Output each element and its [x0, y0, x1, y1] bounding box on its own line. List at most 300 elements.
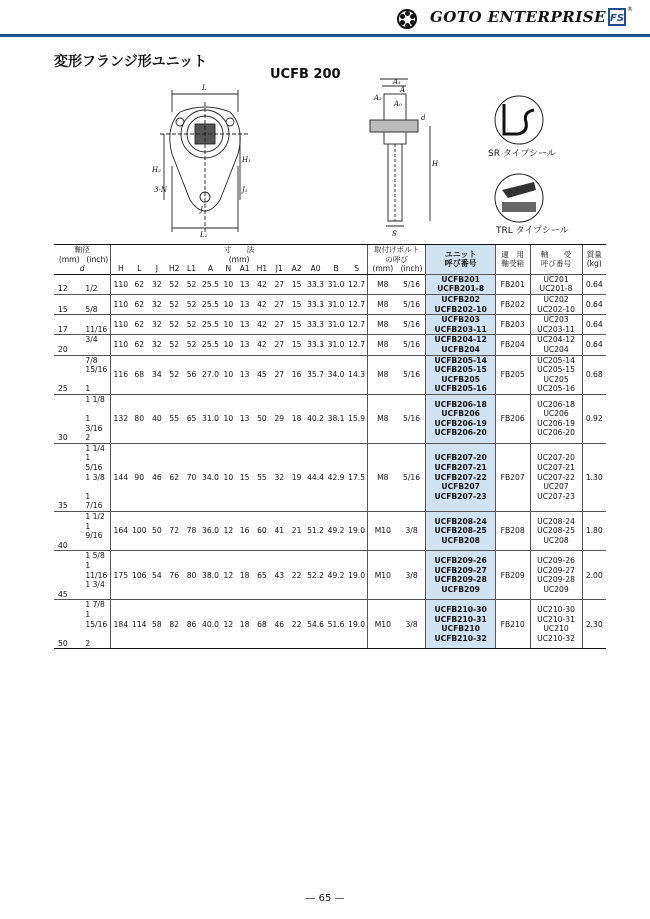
dim-cell: 106: [130, 551, 148, 600]
page-title: 変形フランジ形ユニット: [54, 54, 208, 70]
dim-cell: 34.0: [326, 355, 347, 394]
dim-cell: 52: [166, 355, 183, 394]
col-A0: A0: [305, 264, 326, 274]
housing-cell: FB206: [495, 394, 530, 443]
bolt-inch-cell: 5/16: [398, 335, 426, 355]
shaft-inch-cell: [84, 294, 110, 314]
col-L: L: [130, 264, 148, 274]
label-L: L: [202, 84, 207, 92]
dim-cell: 65: [253, 551, 270, 600]
bearing-number-cell-line: UC201: [543, 274, 569, 284]
col-A1: A1: [236, 264, 253, 274]
dim-cell: 29: [271, 394, 288, 443]
dim-cell: 10: [221, 294, 236, 314]
dim-cell: 22: [288, 600, 305, 649]
unit-number-cell-line: UCFB204: [441, 344, 480, 354]
bearing-number-cell: [530, 394, 582, 443]
shaft-inch-cell-line: 1 3/16: [85, 414, 103, 433]
fs-logo-icon: FS: [608, 8, 626, 26]
label-A: A: [400, 86, 406, 94]
shaft-inch-cell-line: [85, 375, 109, 385]
dim-cell: 17.5: [346, 443, 367, 511]
table-row: [54, 315, 606, 335]
dim-cell: 52: [166, 294, 183, 314]
bearing-number-cell-line: UC209: [543, 584, 569, 594]
bolt-header-2: の呼び: [367, 255, 426, 265]
dim-cell: 15: [236, 443, 253, 511]
dim-cell: 10: [221, 315, 236, 335]
bolt-inch-cell: 5/16: [398, 315, 426, 335]
dim-cell: 40: [148, 394, 165, 443]
dim-cell: 42: [253, 294, 270, 314]
unit-number-cell-line: UCFB210-31: [434, 614, 487, 624]
dim-cell: 55: [253, 443, 270, 511]
dim-cell: 110: [111, 274, 131, 294]
mm-header: (mm): [58, 254, 80, 264]
bolt-mm-cell: M10: [367, 512, 397, 551]
bearing-number-cell-line: UC210-31: [537, 614, 575, 624]
unit-number-cell-line: UCFB201: [441, 274, 480, 284]
dim-cell: 86: [183, 600, 200, 649]
bolt-inch-cell: 5/16: [398, 355, 426, 394]
unit-number-cell-line: UCFB205-14: [434, 355, 487, 365]
dim-cell: 31.0: [200, 394, 221, 443]
dim-cell: 15: [288, 274, 305, 294]
dim-cell: 40.2: [305, 394, 326, 443]
shaft-inch-cell-line: 11/16: [85, 324, 108, 334]
shaft-mm-cell: 35: [54, 443, 84, 511]
shaft-inch-cell-line: [85, 590, 109, 600]
dim-cell: 62: [130, 315, 148, 335]
dim-cell: 33.3: [305, 274, 326, 294]
dim-cell: 42.9: [326, 443, 347, 511]
unit-header: ユニット 呼び番号: [426, 245, 495, 275]
unit-number-cell-line: UCFB207: [441, 482, 480, 492]
bolt-inch-header: (inch): [398, 264, 426, 274]
unit-number-cell-line: UCFB204-12: [434, 335, 487, 345]
label-H2: H₂: [152, 166, 161, 174]
dim-cell: 13: [236, 315, 253, 335]
bearing-number-cell: [530, 315, 582, 335]
bolt-mm-cell: M8: [367, 335, 397, 355]
dim-cell: 33.3: [305, 294, 326, 314]
dim-cell: 40.0: [200, 600, 221, 649]
label-J: J: [200, 206, 203, 214]
bearing-number-cell: [530, 512, 582, 551]
bolt-mm-cell: M8: [367, 355, 397, 394]
dim-cell: 10: [221, 355, 236, 394]
dim-cell: 10: [221, 443, 236, 511]
housing-header: 適 用 軸受箱: [495, 245, 530, 275]
dim-cell: 52: [183, 315, 200, 335]
dim-cell: 42: [253, 274, 270, 294]
unit-number-cell-line: UCFB209-26: [434, 556, 487, 566]
dim-cell: 52: [183, 274, 200, 294]
dim-cell: 44.4: [305, 443, 326, 511]
dim-cell: 38.1: [326, 394, 347, 443]
unit-number-cell-line: UCFB205-16: [434, 384, 487, 394]
bearing-number-cell-line: UC203-11: [537, 324, 575, 334]
bolt-mm-cell: M8: [367, 443, 397, 511]
dim-cell: 18: [288, 394, 305, 443]
col-B: B: [326, 264, 347, 274]
dim-cell: 116: [111, 355, 131, 394]
dim-cell: 36.0: [200, 512, 221, 551]
dim-cell: 32: [271, 443, 288, 511]
mass-cell: 1.80: [582, 512, 606, 551]
shaft-inch-cell-line: 15/16: [85, 365, 108, 375]
shaft-inch-cell-line: 1 1/8: [85, 394, 105, 404]
dim-cell: 13: [236, 355, 253, 394]
bearing-number-cell: [530, 551, 582, 600]
col-H1: H1: [253, 264, 270, 274]
shaft-inch-cell: [84, 394, 110, 443]
dim-cell: 19.0: [346, 600, 367, 649]
housing-cell: FB208: [495, 512, 530, 551]
dim-cell: 19.0: [346, 512, 367, 551]
dim-cell: 16: [236, 512, 253, 551]
dim-cell: 144: [111, 443, 131, 511]
table-row: [54, 274, 606, 294]
dims-unit-header: (mm): [111, 255, 368, 265]
dim-cell: 78: [183, 512, 200, 551]
table-row: [54, 394, 606, 443]
dim-cell: 38.0: [200, 551, 221, 600]
unit-number-cell-line: UCFB206-18: [434, 399, 487, 409]
dim-cell: 18: [236, 551, 253, 600]
dim-cell: 55: [166, 394, 183, 443]
shaft-inch-cell-line: 1 1/4: [85, 443, 105, 453]
col-H: H: [111, 264, 131, 274]
shaft-mm-cell: 12: [54, 274, 84, 294]
dim-cell: 68: [130, 355, 148, 394]
mass-cell: 0.64: [582, 315, 606, 335]
sr-seal-drawing: [488, 94, 550, 146]
dim-cell: 41: [271, 512, 288, 551]
dim-cell: 15: [288, 294, 305, 314]
shaft-mm-cell: 40: [54, 512, 84, 551]
shaft-inch-cell-line: [85, 629, 109, 639]
dim-cell: 19.0: [346, 551, 367, 600]
dim-cell: 80: [183, 551, 200, 600]
dim-cell: 62: [166, 443, 183, 511]
dim-cell: 52: [166, 315, 183, 335]
dim-cell: 80: [130, 394, 148, 443]
dim-cell: 82: [166, 600, 183, 649]
mass-cell: 0.64: [582, 294, 606, 314]
shaft-inch-cell-line: 1/2: [85, 284, 98, 294]
dim-cell: 56: [183, 355, 200, 394]
dim-cell: 27: [271, 335, 288, 355]
bearing-number-cell-line: UC203: [543, 315, 569, 325]
unit-number-cell: [426, 335, 495, 355]
mass-header: 質量 (kg): [582, 245, 606, 275]
dim-cell: 31.0: [326, 315, 347, 335]
shaft-mm-cell: 25: [54, 355, 84, 394]
shaft-inch-cell-line: 1: [85, 384, 91, 394]
dim-cell: 12.7: [346, 315, 367, 335]
shaft-inch-cell-line: [85, 315, 109, 325]
unit-number-cell-line: UCFB207-23: [434, 491, 487, 501]
unit-number-cell-line: UCFB206-20: [434, 428, 487, 438]
unit-number-cell-line: UCFB202-10: [434, 304, 487, 314]
bearing-number-cell-line: UC206-18: [537, 399, 575, 409]
housing-cell: FB204: [495, 335, 530, 355]
dim-cell: 34.0: [200, 443, 221, 511]
dim-cell: 43: [271, 551, 288, 600]
bearing-number-cell-line: UC201-8: [539, 284, 573, 294]
bolt-mm-cell: M10: [367, 551, 397, 600]
housing-cell: FB207: [495, 443, 530, 511]
label-A2: A₂: [374, 94, 382, 102]
dim-cell: 14.3: [346, 355, 367, 394]
shaft-inch-cell-line: 7/8: [85, 355, 98, 365]
unit-number-cell-line: UCFB207-22: [434, 472, 487, 482]
table-row: [54, 294, 606, 314]
mass-cell: 0.92: [582, 394, 606, 443]
unit-number-cell-line: UCFB207-20: [434, 453, 487, 463]
registered-mark: ®: [627, 6, 633, 13]
dim-cell: 58: [148, 600, 165, 649]
dim-cell: 46: [271, 600, 288, 649]
shaft-inch-cell-line: 2: [85, 638, 91, 648]
shaft-inch-cell-line: [85, 541, 109, 551]
shaft-mm-cell: 30: [54, 394, 84, 443]
bearing-number-cell-line: UC207-23: [537, 491, 575, 501]
housing-cell: FB202: [495, 294, 530, 314]
dims-header: 寸 法: [111, 245, 368, 255]
bearing-number-cell-line: UC205-14: [537, 355, 575, 365]
bearing-number-cell-line: UC210: [543, 624, 569, 634]
unit-number-cell-line: UCFB209-28: [434, 575, 487, 585]
unit-number-cell-line: UCFB210: [441, 624, 480, 634]
dim-cell: 32: [148, 315, 165, 335]
bearing-number-cell-line: UC202: [543, 294, 569, 304]
shaft-inch-cell-line: 5/8: [85, 304, 98, 314]
bearing-number-cell-line: UC205: [543, 374, 569, 384]
dim-cell: 31.0: [326, 274, 347, 294]
dim-cell: 12.7: [346, 294, 367, 314]
bearing-number-cell: [530, 355, 582, 394]
side-view-drawing: [360, 76, 450, 238]
unit-number-cell-line: UCFB210-32: [434, 633, 487, 643]
shaft-inch-cell: [84, 355, 110, 394]
shaft-inch-cell-line: 1 3/4: [85, 580, 105, 590]
unit-number-cell-line: UCFB207-21: [434, 463, 487, 473]
table-row: [54, 512, 606, 551]
dim-cell: 31.0: [326, 294, 347, 314]
unit-number-cell: [426, 274, 495, 294]
dim-cell: 62: [130, 294, 148, 314]
dim-cell: 10: [221, 274, 236, 294]
trl-seal-drawing: [488, 172, 550, 224]
shaft-inch-cell: [84, 551, 110, 600]
dim-cell: 15: [288, 335, 305, 355]
bearing-number-cell-line: UC210-32: [537, 633, 575, 643]
bearing-number-cell-line: UC208-24: [537, 516, 575, 526]
dim-cell: 27.0: [200, 355, 221, 394]
dim-cell: 10: [221, 335, 236, 355]
bearing-number-cell-line: UC209-26: [537, 556, 575, 566]
table-row: [54, 551, 606, 600]
dim-cell: 27: [271, 274, 288, 294]
dim-cell: 35.7: [305, 355, 326, 394]
dim-cell: 12: [221, 600, 236, 649]
bearing-number-cell: [530, 600, 582, 649]
dim-cell: 34: [148, 355, 165, 394]
bearing-number-cell-line: UC202-10: [537, 304, 575, 314]
mass-cell: 0.64: [582, 335, 606, 355]
unit-number-cell: [426, 512, 495, 551]
shaft-inch-cell: [84, 335, 110, 355]
dim-cell: 42: [253, 315, 270, 335]
dim-cell: 25.5: [200, 315, 221, 335]
shaft-mm-cell: 50: [54, 600, 84, 649]
unit-number-cell: [426, 315, 495, 335]
housing-cell: FB205: [495, 355, 530, 394]
table-row: [54, 335, 606, 355]
unit-number-cell-line: UCFB205: [441, 374, 480, 384]
bearing-number-cell-line: UC206-19: [537, 418, 575, 428]
unit-number-cell-line: UCFB203-11: [434, 324, 487, 334]
dim-cell: 52: [183, 294, 200, 314]
bolt-inch-cell: 3/8: [398, 551, 426, 600]
table-header: [54, 245, 606, 275]
bolt-inch-cell: 5/16: [398, 294, 426, 314]
shaft-mm-cell: 15: [54, 294, 84, 314]
unit-number-cell-line: UCFB205-15: [434, 365, 487, 375]
dim-cell: 42: [253, 335, 270, 355]
label-A1: A₁: [393, 78, 401, 86]
table-row: [54, 600, 606, 649]
dim-cell: 50: [148, 512, 165, 551]
bearing-logo-icon: [397, 9, 417, 29]
col-H2: H2: [166, 264, 183, 274]
dim-cell: 12.7: [346, 274, 367, 294]
dim-cell: 27: [271, 355, 288, 394]
unit-number-cell-line: UCFB206: [441, 409, 480, 419]
dim-cell: 31.0: [326, 335, 347, 355]
dim-cell: 13: [236, 274, 253, 294]
bearing-number-cell-line: UC207-22: [537, 472, 575, 482]
shaft-inch-cell-line: [85, 405, 109, 415]
dim-cell: 25.5: [200, 294, 221, 314]
dim-cell: 114: [130, 600, 148, 649]
dim-cell: 62: [130, 274, 148, 294]
dim-cell: 21: [288, 512, 305, 551]
col-J: J: [148, 264, 165, 274]
unit-number-cell: [426, 443, 495, 511]
dim-cell: 72: [166, 512, 183, 551]
mass-cell: 0.68: [582, 355, 606, 394]
dim-cell: 50: [253, 394, 270, 443]
label-H: H: [432, 160, 439, 168]
unit-number-cell-line: UCFB201-8: [437, 284, 485, 294]
dim-cell: 32: [148, 335, 165, 355]
dim-cell: 51.2: [305, 512, 326, 551]
dim-cell: 110: [111, 315, 131, 335]
bolt-mm-header: (mm): [367, 264, 397, 274]
unit-number-cell-line: UCFB202: [441, 294, 480, 304]
brand-name: GOTO ENTERPRISE: [429, 8, 606, 26]
housing-cell: FB209: [495, 551, 530, 600]
unit-number-cell-line: UCFB206-19: [434, 418, 487, 428]
unit-number-cell-line: UCFB208: [441, 536, 480, 546]
shaft-inch-cell: [84, 600, 110, 649]
bearing-number-cell-line: UC205-15: [537, 365, 575, 375]
housing-cell: FB203: [495, 315, 530, 335]
unit-number-cell-line: UCFB209: [441, 584, 480, 594]
bolt-mm-cell: M8: [367, 315, 397, 335]
shaft-inch-cell-line: [85, 345, 109, 355]
spec-table: [54, 244, 606, 649]
bearing-number-cell-line: UC210-30: [537, 605, 575, 615]
dim-cell: 12: [221, 551, 236, 600]
table-row: [54, 355, 606, 394]
bearing-header: 軸 受 呼び番号: [530, 245, 582, 275]
table-body: [54, 274, 606, 649]
label-A0: A₀: [394, 100, 402, 108]
dim-cell: 12.7: [346, 335, 367, 355]
dim-cell: 27: [271, 294, 288, 314]
front-view-drawing: [150, 82, 260, 240]
dim-cell: 15: [288, 315, 305, 335]
dim-cell: 175: [111, 551, 131, 600]
bearing-number-cell-line: UC206-20: [537, 428, 575, 438]
shaft-mm-cell: 45: [54, 551, 84, 600]
dim-cell: 49.2: [326, 512, 347, 551]
bolt-inch-cell: 3/8: [398, 512, 426, 551]
shaft-inch-cell-line: 1 1/2: [85, 512, 105, 522]
dim-cell: 18: [236, 600, 253, 649]
dim-cell: 16: [288, 355, 305, 394]
shaft-inch-cell: [84, 274, 110, 294]
dim-cell: 52: [183, 335, 200, 355]
dim-cell: 32: [148, 294, 165, 314]
dim-cell: 110: [111, 294, 131, 314]
dim-cell: 62: [130, 335, 148, 355]
label-S: S: [392, 230, 397, 238]
unit-number-cell: [426, 294, 495, 314]
shaft-header: 軸径: [54, 245, 111, 255]
dim-cell: 10: [221, 394, 236, 443]
mass-cell: 1.30: [582, 443, 606, 511]
dim-cell: 52.2: [305, 551, 326, 600]
bolt-inch-cell: 5/16: [398, 443, 426, 511]
dim-cell: 19: [288, 443, 305, 511]
bearing-number-cell-line: UC208: [543, 536, 569, 546]
label-3N: 3-N: [154, 186, 167, 194]
col-A: A: [200, 264, 221, 274]
table-row: [54, 443, 606, 511]
unit-number-cell: [426, 355, 495, 394]
bearing-number-cell: [530, 443, 582, 511]
housing-cell: FB210: [495, 600, 530, 649]
dim-cell: 68: [253, 600, 270, 649]
dim-cell: 100: [130, 512, 148, 551]
series-title: UCFB 200: [270, 67, 341, 82]
shaft-inch-cell: [84, 443, 110, 511]
bearing-number-cell-line: UC204: [543, 344, 569, 354]
shaft-inch-cell-line: 1 11/16: [85, 561, 108, 580]
col-N: N: [221, 264, 236, 274]
dim-cell: 45: [253, 355, 270, 394]
dim-cell: 13: [236, 394, 253, 443]
bearing-number-cell-line: UC208-25: [537, 526, 575, 536]
mass-cell: 2.00: [582, 551, 606, 600]
bearing-number-cell-line: UC207-21: [537, 463, 575, 473]
trl-seal-label: TRL タイプシール: [496, 226, 569, 236]
